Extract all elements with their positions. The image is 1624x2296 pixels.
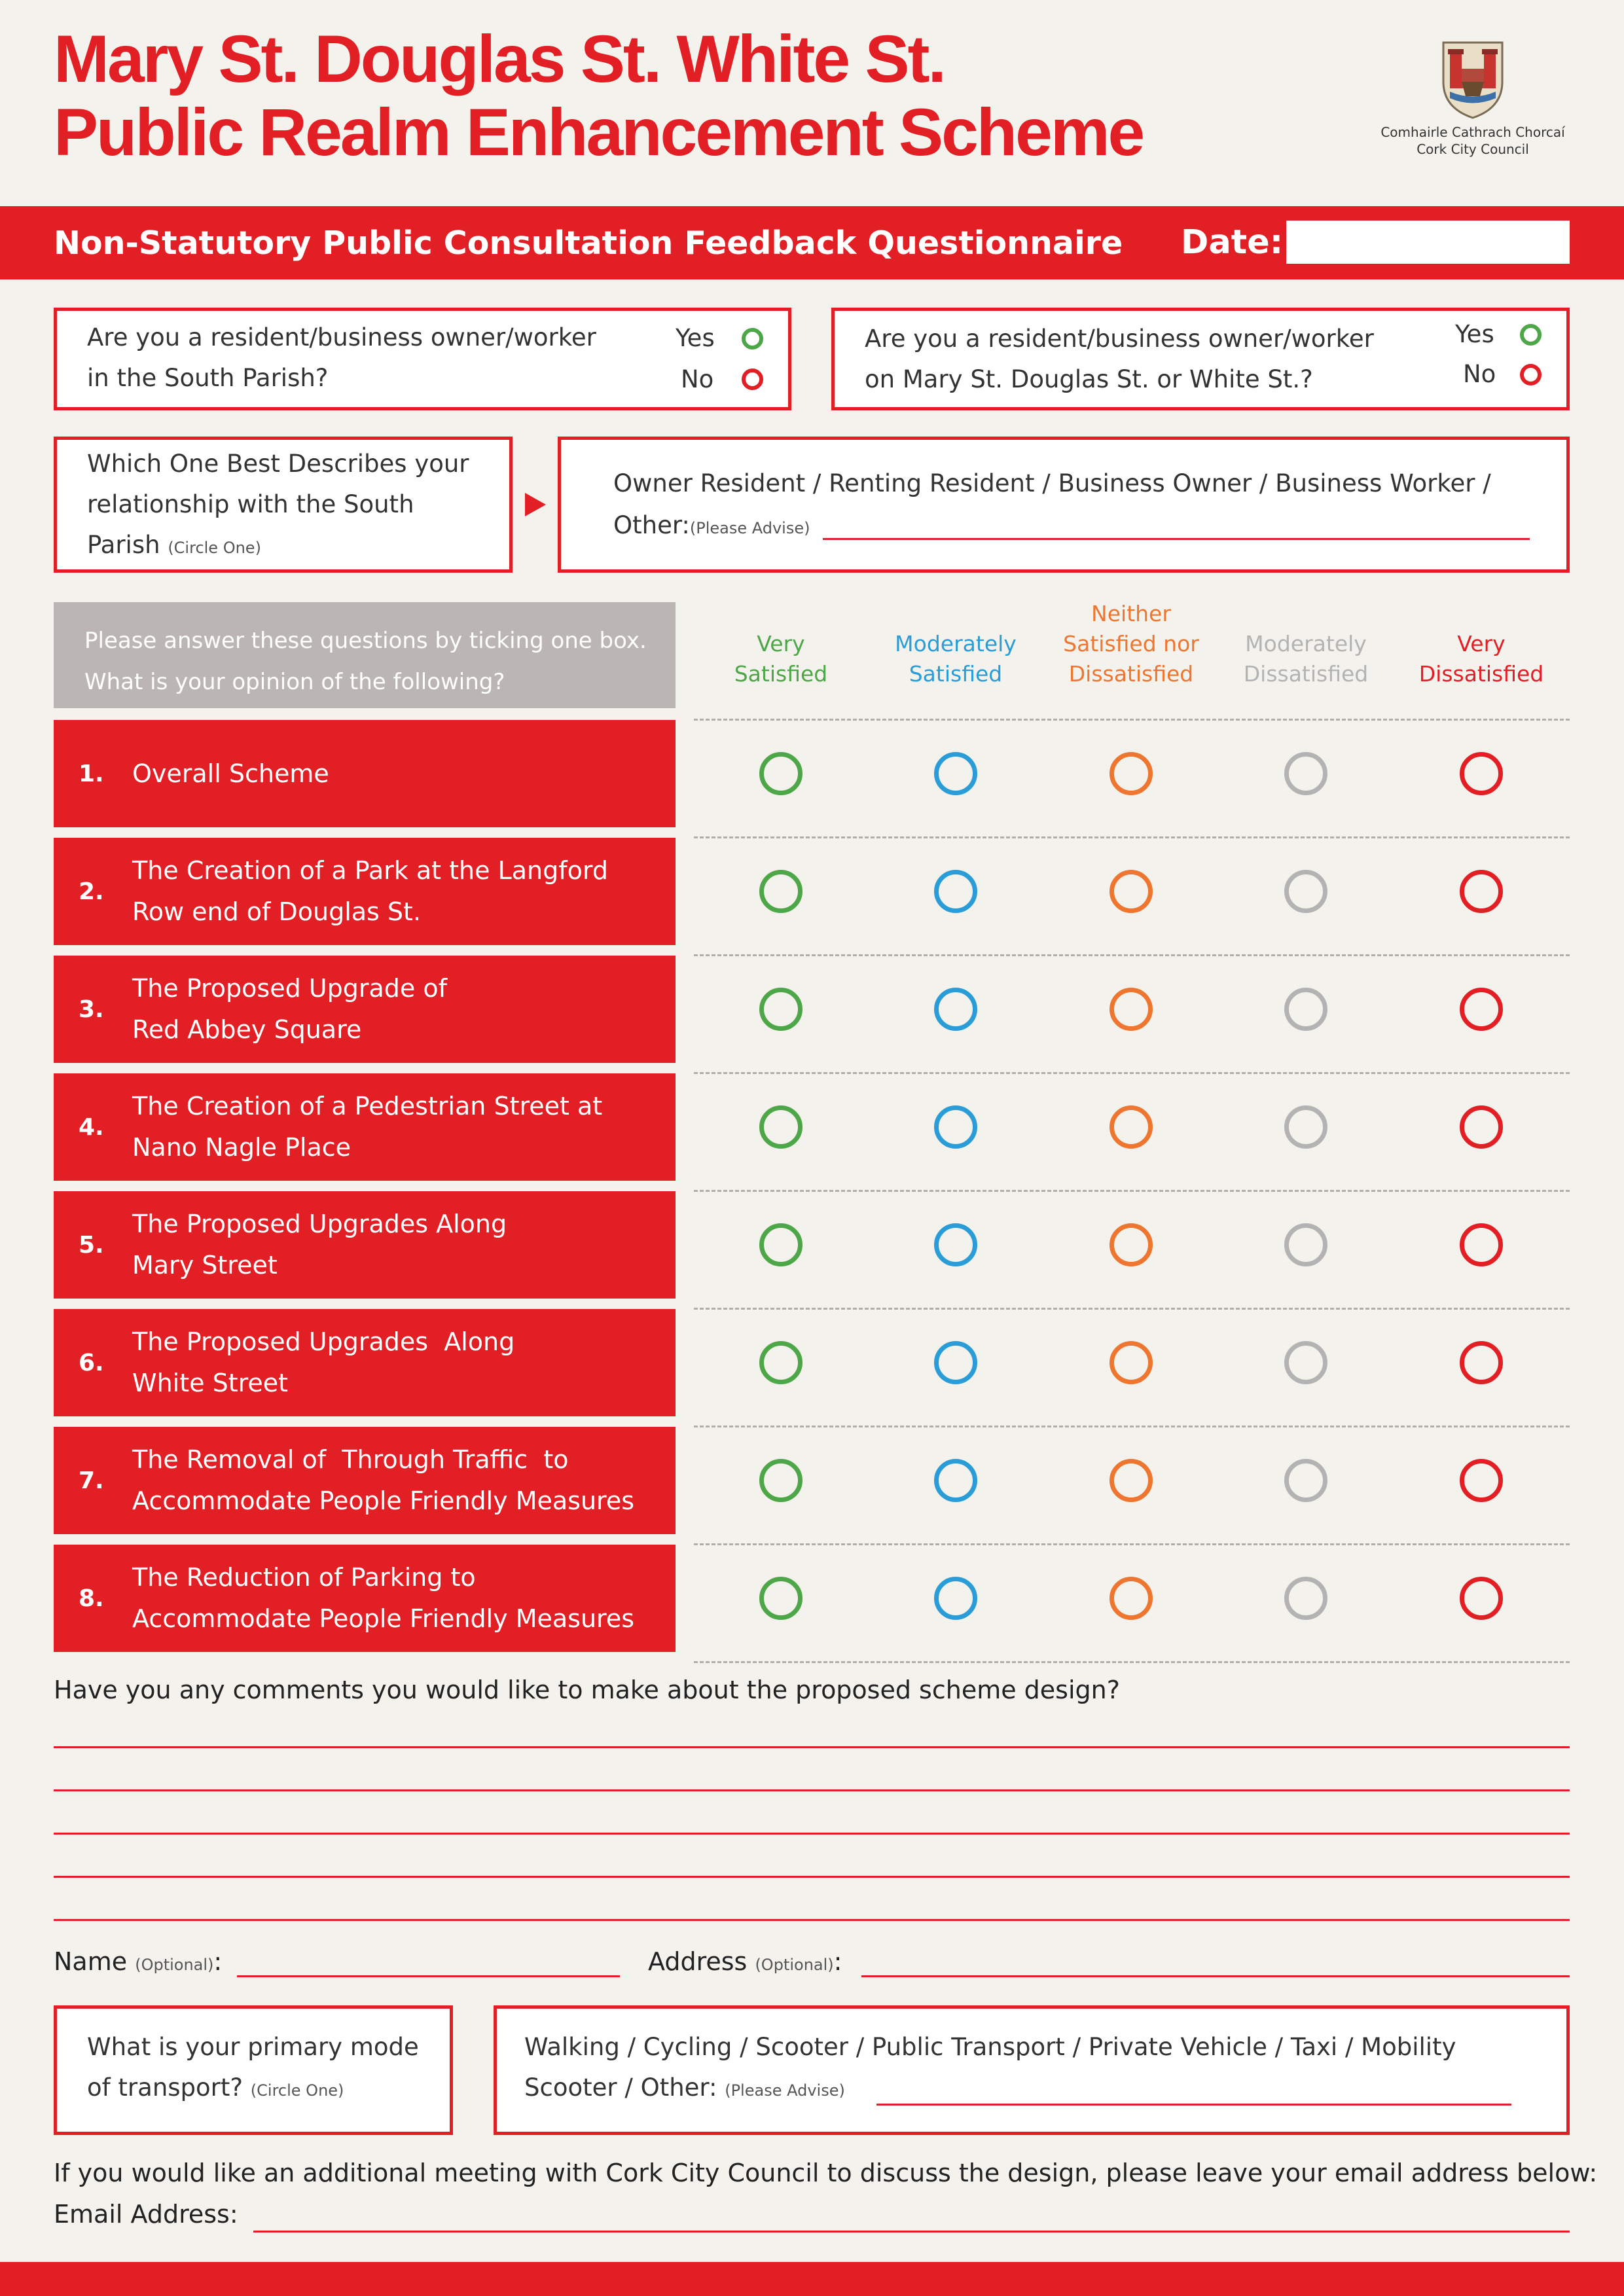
email-input[interactable] (253, 2231, 1570, 2233)
coat-of-arms-icon (1430, 36, 1515, 121)
council-name-irish: Comhairle Cathrach Chorcaí (1380, 124, 1565, 140)
rating-option-q2-c3[interactable] (1110, 870, 1153, 913)
relationship-options-text[interactable]: Owner Resident / Renting Resident / Business Owner / Business Worker / (613, 469, 1491, 497)
streets-yes-radio[interactable] (1520, 324, 1542, 346)
circle-one-hint: (Circle One) (168, 539, 261, 557)
rating-option-q8-c5[interactable] (1460, 1577, 1503, 1620)
rating-option-q2-c1[interactable] (759, 870, 803, 913)
transport-options-line-2[interactable]: Scooter / Other: (Please Advise) (524, 2073, 845, 2102)
instructions-line-1: Please answer these questions by ticking one box. (84, 628, 647, 654)
question-row-5 (54, 1191, 676, 1299)
relationship-options (558, 437, 1570, 573)
rating-option-q5-c5[interactable] (1460, 1223, 1503, 1266)
rating-option-q3-c3[interactable] (1110, 988, 1153, 1031)
rating-option-q7-c5[interactable] (1460, 1459, 1503, 1502)
relationship-other-input[interactable] (823, 538, 1530, 540)
question-number: 4. (79, 1113, 104, 1141)
rating-option-q6-c2[interactable] (934, 1341, 977, 1384)
south-parish-question-text: Are you a resident/business owner/worker in the South Parish? (87, 323, 596, 392)
south-parish-question (54, 308, 791, 410)
transport-options-line-1[interactable]: Walking / Cycling / Scooter / Public Transport / Private Vehicle / Taxi / Mobility (524, 2033, 1456, 2061)
rating-option-q7-c4[interactable] (1284, 1459, 1327, 1502)
rating-option-q4-c5[interactable] (1460, 1105, 1503, 1149)
question-label: The Reduction of Parking to Accommodate People Friendly Measures (132, 1563, 635, 1633)
rating-option-q8-c1[interactable] (759, 1577, 803, 1620)
comments-line-3[interactable] (54, 1833, 1570, 1835)
rating-option-q8-c2[interactable] (934, 1577, 977, 1620)
question-label: Overall Scheme (132, 759, 329, 788)
meeting-prompt: If you would like an additional meeting with Cork City Council to discuss the design, please leave your email address below: (54, 2159, 1598, 2187)
parish-no-radio[interactable] (742, 368, 763, 390)
question-label: The Creation of a Park at the Langford Row end of Douglas St. (132, 856, 608, 926)
rating-option-q4-c1[interactable] (759, 1105, 803, 1149)
streets-question (831, 308, 1570, 410)
row-divider (694, 1190, 1570, 1192)
rating-option-q1-c1[interactable] (759, 752, 803, 795)
question-row-3 (54, 956, 676, 1063)
column-header-2: Moderately Satisfied (895, 631, 1017, 687)
column-header-1: Very Satisfied (734, 631, 828, 687)
row-divider (694, 1072, 1570, 1074)
question-label: The Proposed Upgrade of Red Abbey Square (132, 974, 447, 1044)
name-label: Name (Optional): (54, 1947, 223, 1976)
rating-option-q4-c2[interactable] (934, 1105, 977, 1149)
question-number: 5. (79, 1231, 104, 1259)
parish-yes-radio[interactable] (742, 328, 763, 350)
rating-option-q4-c3[interactable] (1110, 1105, 1153, 1149)
rating-option-q8-c4[interactable] (1284, 1577, 1327, 1620)
question-row-6 (54, 1309, 676, 1416)
relationship-question-text: Which One Best Describes your relationship with the South Parish (Circle One) (87, 450, 469, 559)
question-row-8 (54, 1545, 676, 1652)
rating-option-q6-c1[interactable] (759, 1341, 803, 1384)
row-divider (694, 1543, 1570, 1545)
streets-yes-label: Yes (1455, 320, 1494, 348)
rating-option-q1-c2[interactable] (934, 752, 977, 795)
question-label: The Creation of a Pedestrian Street at Nano Nagle Place (132, 1092, 603, 1162)
rating-option-q3-c4[interactable] (1284, 988, 1327, 1031)
rating-option-q2-c2[interactable] (934, 870, 977, 913)
footer-band (0, 2262, 1624, 2296)
comments-line-5[interactable] (54, 1919, 1570, 1921)
questionnaire-title: Non-Statutory Public Consultation Feedback Questionnaire (54, 224, 1123, 262)
question-number: 6. (79, 1349, 104, 1376)
instructions-line-2: What is your opinion of the following? (84, 669, 505, 695)
rating-option-q6-c5[interactable] (1460, 1341, 1503, 1384)
rating-option-q1-c4[interactable] (1284, 752, 1327, 795)
comments-line-2[interactable] (54, 1789, 1570, 1791)
streets-no-radio[interactable] (1520, 364, 1542, 386)
transport-question-text: What is your primary mode of transport? (Circle One) (87, 2033, 419, 2102)
rating-option-q6-c3[interactable] (1110, 1341, 1153, 1384)
row-divider (694, 836, 1570, 838)
relationship-other-label: Other:(Please Advise) (613, 511, 810, 539)
instructions-box (54, 602, 676, 708)
row-divider (694, 1308, 1570, 1310)
rating-option-q5-c4[interactable] (1284, 1223, 1327, 1266)
council-logo (1368, 36, 1578, 158)
question-row-2 (54, 838, 676, 945)
question-number: 8. (79, 1585, 104, 1612)
rating-option-q2-c5[interactable] (1460, 870, 1503, 913)
rating-option-q6-c4[interactable] (1284, 1341, 1327, 1384)
question-row-4 (54, 1073, 676, 1181)
column-header-4: Moderately Dissatisfied (1243, 631, 1369, 687)
transport-question (54, 2005, 453, 2135)
rating-option-q2-c4[interactable] (1284, 870, 1327, 913)
row-divider (694, 1426, 1570, 1427)
question-number: 1. (79, 760, 104, 787)
question-row-1 (54, 720, 676, 827)
parish-yes-label: Yes (676, 324, 715, 352)
page-title (54, 22, 1271, 169)
row-divider (694, 954, 1570, 956)
council-name-english: Cork City Council (1416, 141, 1529, 157)
transport-other-input[interactable] (876, 2104, 1511, 2106)
question-label: The Proposed Upgrades Along Mary Street (132, 1210, 507, 1280)
comments-line-1[interactable] (54, 1746, 1570, 1748)
rating-option-q3-c2[interactable] (934, 988, 977, 1031)
transport-options (494, 2005, 1570, 2135)
date-input[interactable] (1286, 221, 1570, 264)
email-label: Email Address: (54, 2200, 238, 2229)
comments-line-4[interactable] (54, 1876, 1570, 1878)
name-input[interactable] (237, 1975, 620, 1977)
rating-option-q7-c1[interactable] (759, 1459, 803, 1502)
rating-option-q8-c3[interactable] (1110, 1577, 1153, 1620)
rating-option-q1-c3[interactable] (1110, 752, 1153, 795)
parish-no-label: No (681, 365, 714, 393)
streets-question-text: Are you a resident/business owner/worker on Mary St. Douglas St. or White St.? (865, 325, 1374, 393)
question-label: The Removal of Through Traffic to Accommodate People Friendly Measures (132, 1445, 635, 1515)
question-number: 2. (79, 878, 104, 905)
question-row-7 (54, 1427, 676, 1534)
question-number: 3. (79, 996, 104, 1023)
row-divider (694, 1661, 1570, 1663)
question-number: 7. (79, 1467, 104, 1494)
column-header-5: Very Dissatisfied (1418, 631, 1544, 687)
rating-option-q5-c2[interactable] (934, 1223, 977, 1266)
question-label: The Proposed Upgrades Along White Street (132, 1327, 515, 1397)
rating-option-q5-c1[interactable] (759, 1223, 803, 1266)
arrow-right-icon (525, 493, 547, 516)
comments-prompt: Have you any comments you would like to make about the proposed scheme design? (54, 1676, 1120, 1704)
date-label: Date: (1181, 223, 1284, 262)
rating-option-q5-c3[interactable] (1110, 1223, 1153, 1266)
rating-option-q4-c4[interactable] (1284, 1105, 1327, 1149)
address-label: Address (Optional): (648, 1947, 842, 1976)
title-line-2: Public Realm Enhancement Scheme (54, 95, 1144, 170)
column-header-3: Neither Satisfied nor Dissatisfied (1063, 601, 1199, 687)
relationship-question (54, 437, 513, 573)
rating-option-q7-c2[interactable] (934, 1459, 977, 1502)
questionnaire-band (0, 206, 1624, 279)
row-divider (694, 719, 1570, 721)
rating-option-q7-c3[interactable] (1110, 1459, 1153, 1502)
rating-option-q3-c5[interactable] (1460, 988, 1503, 1031)
title-line-1: Mary St. Douglas St. White St. (54, 22, 945, 96)
rating-option-q3-c1[interactable] (759, 988, 803, 1031)
address-input[interactable] (861, 1975, 1570, 1977)
streets-no-label: No (1463, 360, 1496, 388)
rating-option-q1-c5[interactable] (1460, 752, 1503, 795)
